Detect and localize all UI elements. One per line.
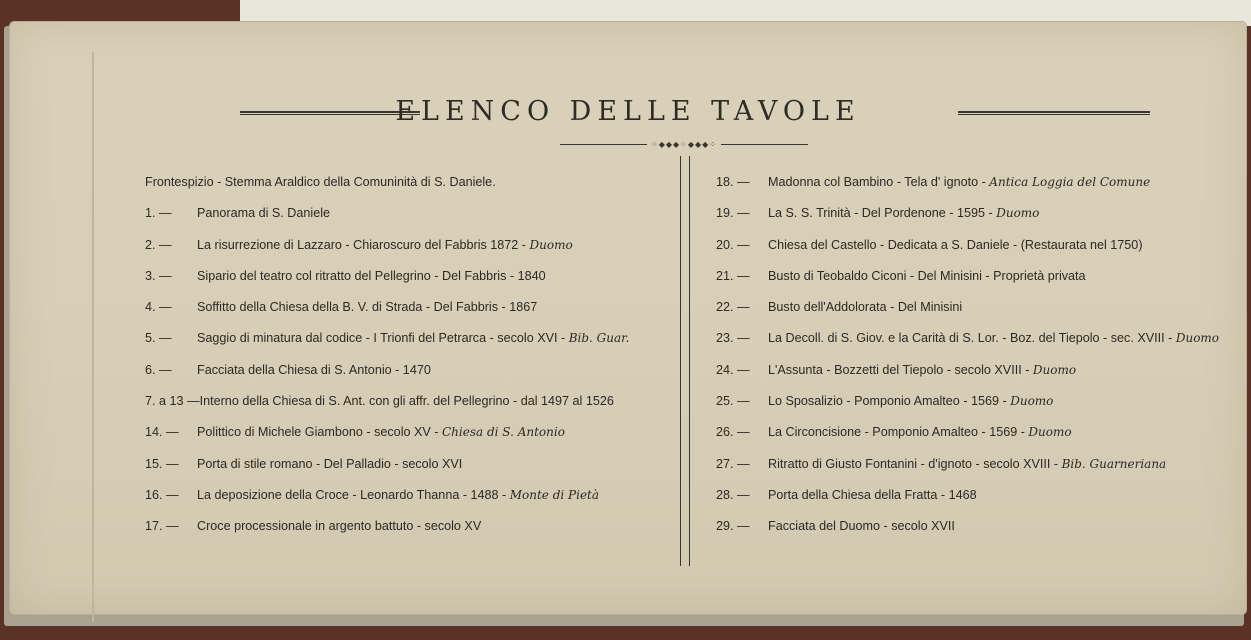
entry-number: 4. — xyxy=(145,300,172,315)
index-page xyxy=(10,22,1246,614)
entry-location: Duomo xyxy=(1010,394,1054,409)
entry-number: 7. a 13 — xyxy=(145,394,200,409)
list-item xyxy=(716,167,1246,198)
entry-text: La deposizione della Croce - Leonardo Thanna - 1488 - xyxy=(197,487,507,502)
entry-text: L'Assunta - Bozzetti del Tiepolo - secolo XVIII - xyxy=(768,362,1030,377)
list-item xyxy=(145,449,675,480)
column-divider-left xyxy=(680,156,681,566)
entry-text: Panorama di S. Daniele xyxy=(197,206,331,221)
list-item xyxy=(145,355,675,386)
entry-location: Monte di Pietà xyxy=(509,487,600,502)
entry-location: Antica Loggia del Comune xyxy=(989,175,1151,189)
entry-number: 18. — xyxy=(716,175,750,189)
entry-text: Interno della Chiesa di S. Ant. con gli affr. del Pellegrino - dal 1497 al 1526 xyxy=(199,394,614,409)
entry-number: 28. — xyxy=(716,487,750,502)
entry-number: 22. — xyxy=(716,300,750,315)
entry-number: 6. — xyxy=(145,362,172,377)
list-item xyxy=(716,386,1246,417)
entry-text: Chiesa del Castello - Dedicata a S. Daniele - (Restaurata nel 1750) xyxy=(768,237,1143,252)
entry-number: 27. — xyxy=(716,456,750,471)
entry-text: Frontespizio - Stemma Araldico della Comuninità di S. Daniele. xyxy=(145,175,496,189)
entry-text: Polittico di Michele Giambono - secolo XV - xyxy=(197,425,439,440)
entry-number: 21. — xyxy=(716,268,750,283)
entry-number: 20. — xyxy=(716,237,750,252)
entry-location: Duomo xyxy=(1028,425,1072,440)
entry-text: Porta della Chiesa della Fratta - 1468 xyxy=(768,487,977,502)
list-item xyxy=(145,167,675,198)
list-item xyxy=(145,386,675,417)
entry-number: 24. — xyxy=(716,362,750,377)
left-column xyxy=(145,167,675,543)
list-item xyxy=(716,511,1246,542)
entry-number: 19. — xyxy=(716,206,750,221)
ornament-divider xyxy=(560,138,808,150)
list-item xyxy=(716,261,1246,292)
list-item xyxy=(716,480,1246,511)
entry-location: Bib. Guarneriana xyxy=(1061,456,1167,471)
list-item xyxy=(716,292,1246,323)
entry-location: Bib. Guar. xyxy=(568,331,630,346)
list-item xyxy=(145,323,675,354)
page-fold xyxy=(92,52,94,622)
entry-text: La risurrezione di Lazzaro - Chiaroscuro del Fabbris 1872 - xyxy=(197,237,526,252)
entry-number: 23. — xyxy=(716,331,750,346)
entry-number: 17. — xyxy=(145,519,179,534)
list-item xyxy=(145,480,675,511)
entry-text: Lo Sposalizio - Pomponio Amalteo - 1569 - xyxy=(768,394,1007,409)
entry-text: Facciata del Duomo - secolo XVII xyxy=(768,519,955,534)
entry-number: 15. — xyxy=(145,456,179,471)
list-item xyxy=(716,230,1246,261)
list-item xyxy=(145,230,675,261)
entry-number: 2. — xyxy=(145,237,172,252)
list-item xyxy=(145,261,675,292)
entry-text: La Decoll. di S. Giov. e la Carità di S. Lor. - Boz. del Tiepolo - sec. XVIII - xyxy=(768,331,1173,346)
page-title: ELENCO DELLE TAVOLE xyxy=(395,96,861,127)
entry-location: Chiesa di S. Antonio xyxy=(441,425,565,440)
entry-text: Busto di Teobaldo Ciconi - Del Minisini - Proprietà privata xyxy=(768,268,1086,283)
ornament-glyphs: ⁘◆◆◆⁘◆◆◆⁘ xyxy=(650,139,718,149)
entry-text: Madonna col Bambino - Tela d' ignoto - xyxy=(768,175,986,189)
entry-location: Duomo xyxy=(996,206,1040,221)
entry-location: Duomo xyxy=(1175,331,1220,346)
list-item xyxy=(716,417,1246,448)
entry-location: Duomo xyxy=(529,237,573,252)
entry-text: Busto dell'Addolorata - Del Minisini xyxy=(768,300,963,315)
entry-text: La Circoncisione - Pomponio Amalteo - 1569 - xyxy=(768,425,1025,440)
entry-number: 5. — xyxy=(145,331,172,346)
list-item xyxy=(716,323,1246,354)
entry-number: 29. — xyxy=(716,519,750,534)
list-item xyxy=(716,198,1246,229)
entry-number: 3. — xyxy=(145,268,172,283)
entry-number: 25. — xyxy=(716,394,750,409)
entry-text: Ritratto di Giusto Fontanini - d'ignoto - secolo XVIII - xyxy=(768,456,1059,471)
ornament-line-right xyxy=(721,144,808,145)
entry-text: La S. S. Trinità - Del Pordenone - 1595 - xyxy=(768,206,993,221)
entry-number: 14. — xyxy=(145,425,179,440)
entry-text: Soffitto della Chiesa della B. V. di Strada - Del Fabbris - 1867 xyxy=(197,300,538,315)
ornament-line-left xyxy=(560,144,647,145)
list-item xyxy=(716,449,1246,480)
entry-text: Porta di stile romano - Del Palladio - secolo XVI xyxy=(197,456,463,471)
list-item xyxy=(145,198,675,229)
title-rule-right xyxy=(958,111,1150,115)
entry-text: Facciata della Chiesa di S. Antonio - 1470 xyxy=(197,362,431,377)
column-divider-right xyxy=(689,156,690,566)
list-item xyxy=(145,511,675,542)
entry-text: Sipario del teatro col ritratto del Pellegrino - Del Fabbris - 1840 xyxy=(197,268,546,283)
list-item xyxy=(145,292,675,323)
entry-text: Saggio di minatura dal codice - I Trionfi del Petrarca - secolo XVI - xyxy=(197,331,566,346)
right-column xyxy=(716,167,1246,543)
entry-number: 16. — xyxy=(145,487,179,502)
list-item xyxy=(145,417,675,448)
entry-number: 1. — xyxy=(145,206,172,221)
entry-text: Croce processionale in argento battuto - secolo XV xyxy=(197,519,482,534)
list-item xyxy=(716,355,1246,386)
entry-location: Duomo xyxy=(1032,362,1077,377)
entry-number: 26. — xyxy=(716,425,750,440)
